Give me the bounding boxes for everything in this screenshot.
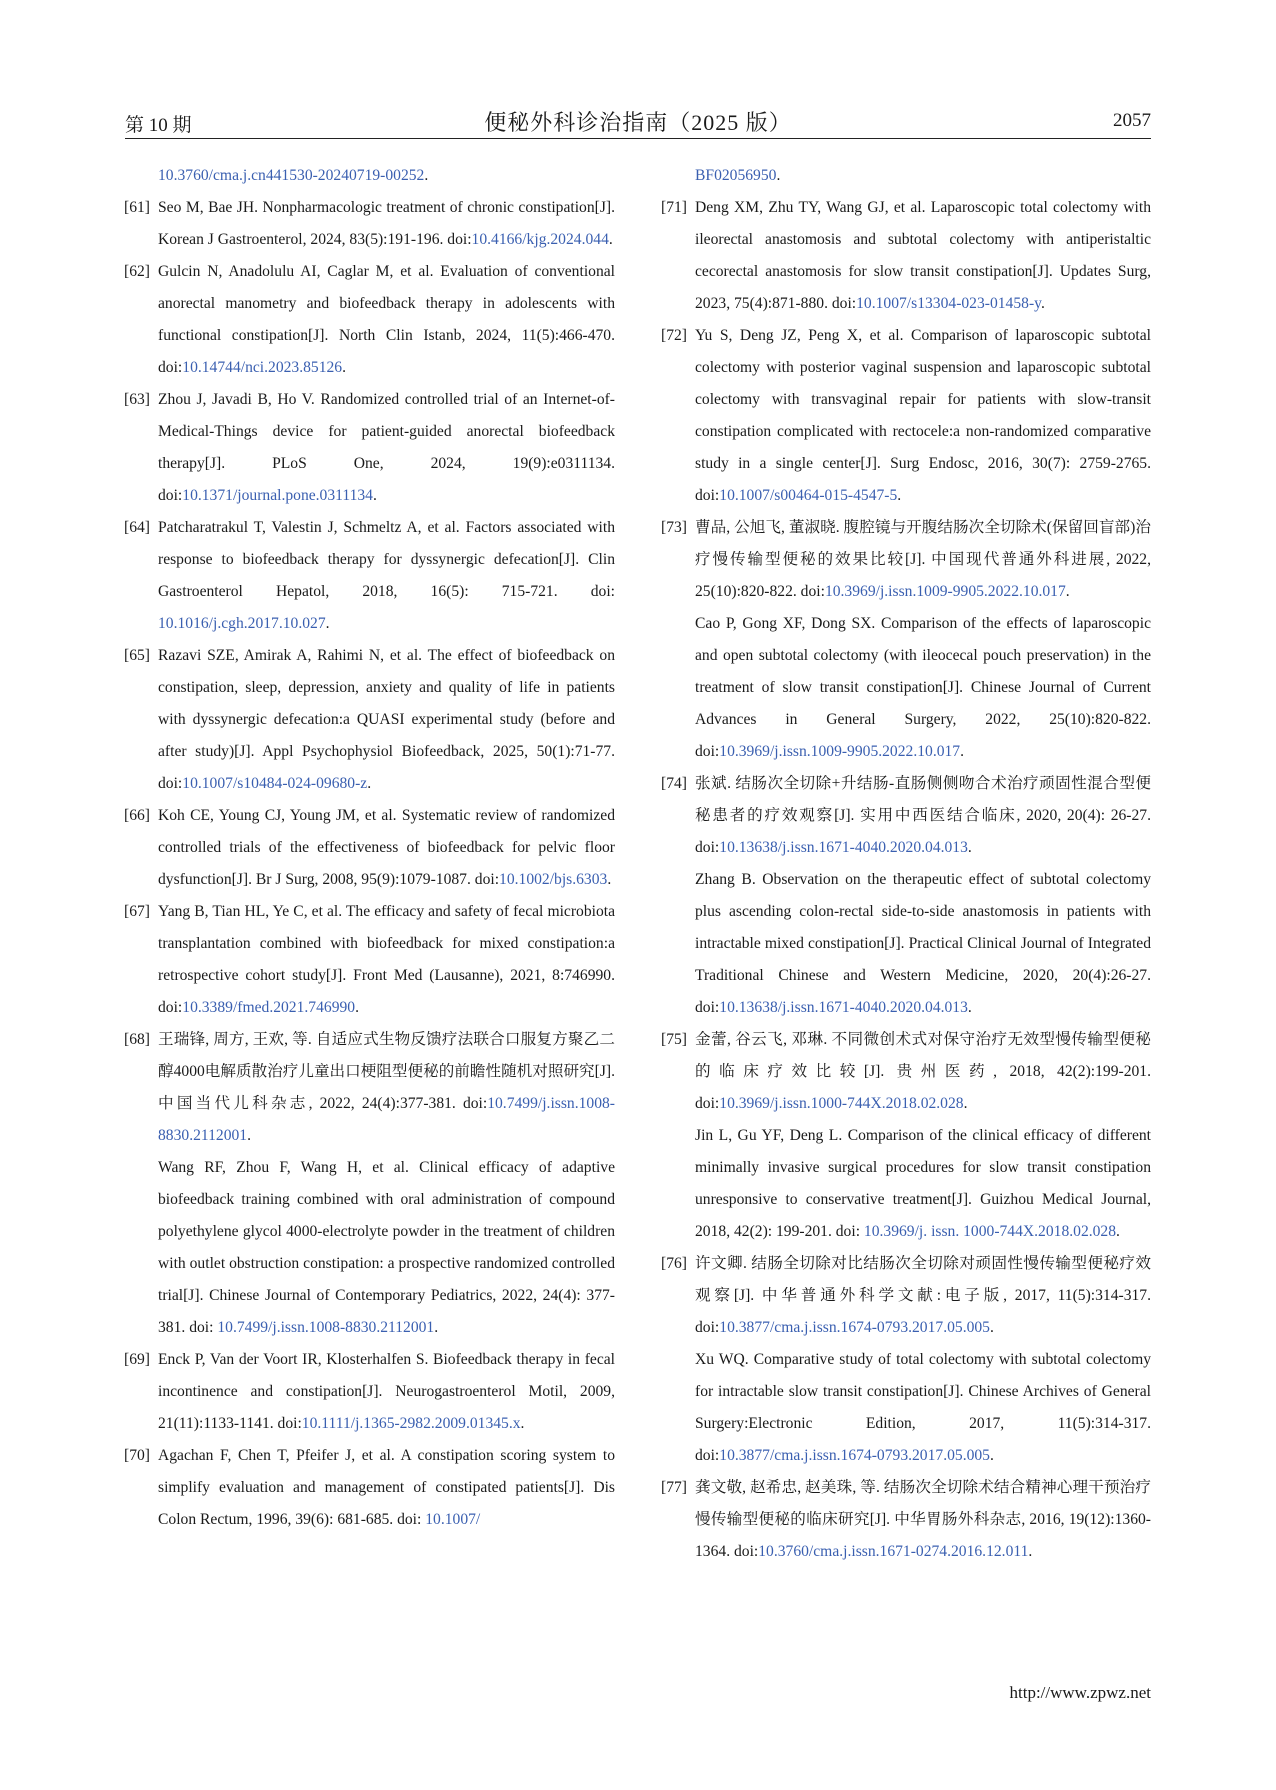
reference-number: [73] [661, 519, 687, 536]
reference-entry: [61] Seo M, Bae JH. Nonpharmacologic treatment of chronic constipation[J]. Korean J Gastroenterol, 2024, 83(5):191-196. doi:10.4166/kjg.2024.044. [124, 192, 615, 256]
reference-text: Patcharatrakul T, Valestin J, Schmeltz A, et al. Factors associated with response to biofeedback therapy for dyssynergic defecation[J]. Clin Gastroenterol Hepatol, 2018, 16(5): 715-721. doi: [158, 519, 615, 600]
reference-number: [68] [124, 1031, 150, 1048]
doi-link[interactable]: 10.4166/kjg.2024.044 [471, 231, 609, 248]
reference-text: 许文卿. 结肠全切除对比结肠次全切除对顽固性慢传输型便秘疗效观察[J]. 中华普通外科学文献:电子版, 2017, 11(5):314-317. doi: [695, 1255, 1151, 1336]
reference-number: [62] [124, 263, 150, 280]
reference-continuation: 10.3760/cma.j.cn441530-20240719-00252. [158, 167, 429, 184]
reference-translation: Jin L, Gu YF, Deng L. Comparison of the clinical efficacy of different minimally invasive surgical procedures for slow transit constipation unresponsive to conservative treatment[J]. Guizhou Medical Journal, 2018, 42(2): 199-201. doi: 10.3969/j. issn. 1000-744X.2018.02.028. [695, 1127, 1151, 1240]
doi-link[interactable]: 10.14744/nci.2023.85126 [182, 359, 343, 376]
reference-text: Agachan F, Chen T, Pfeifer J, et al. A constipation scoring system to simplify evaluation and management of constipated patients[J]. Dis Colon Rectum, 1996, 39(6): 681-685. doi: [158, 1447, 615, 1528]
reference-number: [74] [661, 775, 687, 792]
page-header [125, 108, 1151, 139]
reference-number: [65] [124, 647, 150, 664]
doi-link[interactable]: 10.13638/j.issn.1671-4040.2020.04.013 [719, 839, 968, 856]
reference-entry: [73] 曹品, 公旭飞, 董淑晓. 腹腔镜与开腹结肠次全切除术(保留回盲部)治疗慢传输型便秘的效果比较[J]. 中国现代普通外科进展, 2022, 25(10):820-822. doi:10.3969/j.issn.1009-9905.2022.10.017. [661, 512, 1151, 608]
reference-text: 王瑞锋, 周方, 王欢, 等. 自适应式生物反馈疗法联合口服复方聚乙二醇4000电解质散治疗儿童出口梗阻型便秘的前瞻性随机对照研究[J]. 中国当代儿科杂志, 2022, 24(4):377-381. doi: [158, 1031, 615, 1112]
reference-entry [124, 1440, 615, 1536]
doi-link[interactable]: 10.3877/cma.j.issn.1674-0793.2017.05.005 [719, 1447, 990, 1464]
journal-url[interactable]: http://www.zpwz.net [1009, 1683, 1151, 1702]
reference-number: [72] [661, 327, 687, 344]
reference-translation: Wang RF, Zhou F, Wang H, et al. Clinical efficacy of adaptive biofeedback training combined with oral administration of compound polyethylene glycol 4000-electrolyte powder in the treatment of children with outlet obstruction constipation: a prospective randomized controlled trial[J]. Chinese Journal of Contemporary Pediatrics, 2022, 24(4): 377-381. doi: 10.7499/j.issn.1008-8830.2112001. [158, 1159, 615, 1336]
reference-text: Wang RF, Zhou F, Wang H, et al. Clinical efficacy of adaptive biofeedback training combined with oral administration of compound polyethylene glycol 4000-electrolyte powder in the treatment of children with outlet obstruction constipation: a prospective randomized controlled trial[J]. Chinese Journal of Contemporary Pediatrics, 2022, 24(4): 377-381. doi: [158, 1159, 615, 1336]
reference-number: [67] [124, 903, 150, 920]
reference-entry: [68] 王瑞锋, 周方, 王欢, 等. 自适应式生物反馈疗法联合口服复方聚乙二醇4000电解质散治疗儿童出口梗阻型便秘的前瞻性随机对照研究[J]. 中国当代儿科杂志, 2022, 24(4):377-381. doi:10.7499/j.issn.1008-8830.2112001. [124, 1024, 615, 1152]
doi-link[interactable]: 10.3969/j.issn.1009-9905.2022.10.017 [824, 583, 1066, 600]
reference-list [124, 192, 615, 1536]
reference-number: [75] [661, 1031, 687, 1048]
reference-entry: [63] Zhou J, Javadi B, Ho V. Randomized controlled trial of an Internet-of-Medical-Things device for patient-guided anorectal biofeedback therapy[J]. PLoS One, 2024, 19(9):e0311134. doi:10.1371/journal.pone.0311134. [124, 384, 615, 512]
doi-link[interactable]: 10.1007/s10484-024-09680-z [182, 775, 368, 792]
reference-text: 龚文敬, 赵希忠, 赵美珠, 等. 结肠次全切除术结合精神心理干预治疗慢传输型便秘的临床研究[J]. 中华胃肠外科杂志, 2016, 19(12):1360-1364. doi: [695, 1479, 1151, 1560]
reference-text: Xu WQ. Comparative study of total colectomy with subtotal colectomy for intractable slow transit constipation[J]. Chinese Archives of General Surgery:Electronic Edition, 2017, 11(5):314-317. doi: [695, 1351, 1151, 1464]
doi-link[interactable]: 10.1007/ [425, 1511, 481, 1528]
reference-number: [61] [124, 199, 150, 216]
reference-text: Deng XM, Zhu TY, Wang GJ, et al. Laparoscopic total colectomy with ileorectal anastomosis and subtotal colectomy with antiperistaltic cecorectal anastomosis for slow transit constipation[J]. Updates Surg, 2023, 75(4):871-880. doi: [695, 199, 1151, 312]
reference-continuation: BF02056950. [695, 167, 781, 184]
reference-text: Seo M, Bae JH. Nonpharmacologic treatment of chronic constipation[J]. Korean J Gastroenterol, 2024, 83(5):191-196. doi: [158, 199, 615, 248]
reference-entry: [67] Yang B, Tian HL, Ye C, et al. The efficacy and safety of fecal microbiota transplantation combined with biofeedback for mixed constipation:a retrospective cohort study[J]. Front Med (Lausanne), 2021, 8:746990. doi:10.3389/fmed.2021.746990. [124, 896, 615, 1024]
reference-number: [64] [124, 519, 150, 536]
doi-link[interactable]: 10.1016/j.cgh.2017.10.027 [158, 615, 326, 632]
doi-link[interactable]: 10.3969/j.issn.1000-744X.2018.02.028 [719, 1095, 964, 1112]
reference-entry: [71] Deng XM, Zhu TY, Wang GJ, et al. Laparoscopic total colectomy with ileorectal anastomosis and subtotal colectomy with antiperistaltic cecorectal anastomosis for slow transit constipation[J]. Updates Surg, 2023, 75(4):871-880. doi:10.1007/s13304-023-01458-y. [661, 192, 1151, 320]
reference-entry: [64] Patcharatrakul T, Valestin J, Schmeltz A, et al. Factors associated with response to biofeedback therapy for dyssynergic defecation[J]. Clin Gastroenterol Hepatol, 2018, 16(5): 715-721. doi: 10.1016/j.cgh.2017.10.027. [124, 512, 615, 640]
reference-text: 曹品, 公旭飞, 董淑晓. 腹腔镜与开腹结肠次全切除术(保留回盲部)治疗慢传输型便秘的效果比较[J]. 中国现代普通外科进展, 2022, 25(10):820-822. doi: [695, 519, 1151, 600]
reference-number: [76] [661, 1255, 687, 1272]
reference-number: [70] [124, 1447, 150, 1464]
doi-link[interactable]: BF02056950 [695, 167, 777, 184]
reference-number: [66] [124, 807, 150, 824]
reference-column-left [124, 160, 615, 1536]
reference-entry: [74] 张斌. 结肠次全切除+升结肠-直肠侧侧吻合术治疗顽固性混合型便秘患者的疗效观察[J]. 实用中西医结合临床, 2020, 20(4): 26-27. doi:10.13638/j.issn.1671-4040.2020.04.013. [661, 768, 1151, 864]
reference-entry: [72] Yu S, Deng JZ, Peng X, et al. Comparison of laparoscopic subtotal colectomy with posterior vaginal suspension and laparoscopic subtotal colectomy with transvaginal repair for patients with slow-transit constipation complicated with rectocele:a non-randomized comparative study in a single center[J]. Surg Endosc, 2016, 30(7): 2759-2765. doi:10.1007/s00464-015-4547-5. [661, 320, 1151, 512]
reference-text: Jin L, Gu YF, Deng L. Comparison of the clinical efficacy of different minimally invasive surgical procedures for slow transit constipation unresponsive to conservative treatment[J]. Guizhou Medical Journal, 2018, 42(2): 199-201. doi: [695, 1127, 1151, 1240]
reference-text: Koh CE, Young CJ, Young JM, et al. Systematic review of randomized controlled trials of the effectiveness of biofeedback for pelvic floor dysfunction[J]. Br J Surg, 2008, 95(9):1079-1087. doi: [158, 807, 615, 888]
reference-text: Yu S, Deng JZ, Peng X, et al. Comparison of laparoscopic subtotal colectomy with posterior vaginal suspension and laparoscopic subtotal colectomy with transvaginal repair for patients with slow-transit constipation complicated with rectocele:a non-randomized comparative study in a single center[J]. Surg Endosc, 2016, 30(7): 2759-2765. doi: [695, 327, 1151, 504]
reference-entry: [65] Razavi SZE, Amirak A, Rahimi N, et al. The effect of biofeedback on constipation, sleep, depression, anxiety and quality of life in patients with dyssynergic defecation:a QUASI experimental study (before and after study)[J]. Appl Psychophysiol Biofeedback, 2025, 50(1):71-77. doi:10.1007/s10484-024-09680-z. [124, 640, 615, 800]
running-title: 便秘外科诊治指南（2025 版） [484, 110, 792, 135]
doi-link[interactable]: 10.7499/j.issn.1008-8830.2112001 [217, 1319, 435, 1336]
doi-link[interactable]: 10.7499/j.issn.1008-8830.2112001 [158, 1095, 615, 1144]
reference-entry: [62] Gulcin N, Anadolulu AI, Caglar M, et al. Evaluation of conventional anorectal manometry and biofeedback therapy in adolescents with functional constipation[J]. North Clin Istanb, 2024, 11(5):466-470. doi:10.14744/nci.2023.85126. [124, 256, 615, 384]
doi-link[interactable]: 10.3389/fmed.2021.746990 [182, 999, 356, 1016]
doi-link[interactable]: 10.1111/j.1365-2982.2009.01345.x [301, 1415, 521, 1432]
doi-link[interactable]: 10.1371/journal.pone.0311134 [182, 487, 373, 504]
doi-link[interactable]: 10.3969/j. issn. 1000-744X.2018.02.028 [863, 1223, 1117, 1240]
reference-number: [63] [124, 391, 150, 408]
reference-text: Gulcin N, Anadolulu AI, Caglar M, et al. Evaluation of conventional anorectal manometry and biofeedback therapy in adolescents with functional constipation[J]. North Clin Istanb, 2024, 11(5):466-470. doi: [158, 263, 615, 376]
issue-label: 第 10 期 [125, 115, 192, 136]
doi-link[interactable]: 10.3969/j.issn.1009-9905.2022.10.017 [719, 743, 961, 760]
reference-text: Razavi SZE, Amirak A, Rahimi N, et al. The effect of biofeedback on constipation, sleep, depression, anxiety and quality of life in patients with dyssynergic defecation:a QUASI experimental study (before and after study)[J]. Appl Psychophysiol Biofeedback, 2025, 50(1):71-77. doi: [158, 647, 615, 792]
doi-link[interactable]: 10.3760/cma.j.issn.1671-0274.2016.12.011 [758, 1543, 1029, 1560]
reference-entry: [66] Koh CE, Young CJ, Young JM, et al. Systematic review of randomized controlled trials of the effectiveness of biofeedback for pelvic floor dysfunction[J]. Br J Surg, 2008, 95(9):1079-1087. doi:10.1002/bjs.6303. [124, 800, 615, 896]
doi-link[interactable]: 10.1007/s00464-015-4547-5 [719, 487, 898, 504]
doi-link[interactable]: 10.3760/cma.j.cn441530-20240719-00252 [158, 167, 425, 184]
reference-text: Cao P, Gong XF, Dong SX. Comparison of the effects of laparoscopic and open subtotal colectomy (with ileocecal pouch preservation) in the treatment of slow transit constipation[J]. Chinese Journal of Current Advances in General Surgery, 2022, 25(10):820-822. doi: [695, 615, 1151, 760]
reference-entry: [76] 许文卿. 结肠全切除对比结肠次全切除对顽固性慢传输型便秘疗效观察[J]. 中华普通外科学文献:电子版, 2017, 11(5):314-317. doi:10.3877/cma.j.issn.1674-0793.2017.05.005. [661, 1248, 1151, 1344]
doi-link[interactable]: 10.13638/j.issn.1671-4040.2020.04.013 [719, 999, 968, 1016]
reference-entry: [69] Enck P, Van der Voort IR, Klosterhalfen S. Biofeedback therapy in fecal incontinence and constipation[J]. Neurogastroenterol Motil, 2009, 21(11):1133-1141. doi:10.1111/j.1365-2982.2009.01345.x. [124, 1344, 615, 1440]
reference-list [661, 192, 1151, 1568]
reference-text: Zhou J, Javadi B, Ho V. Randomized controlled trial of an Internet-of-Medical-Things device for patient-guided anorectal biofeedback therapy[J]. PLoS One, 2024, 19(9):e0311134. doi: [158, 391, 615, 504]
doi-link[interactable]: 10.1002/bjs.6303 [499, 871, 608, 888]
reference-text: Zhang B. Observation on the therapeutic effect of subtotal colectomy plus ascending colon-rectal side-to-side anastomosis in patients with intractable mixed constipation[J]. Practical Clinical Journal of Integrated Traditional Chinese and Western Medicine, 2020, 20(4):26-27. doi: [695, 871, 1151, 1016]
reference-column-right [661, 160, 1151, 1568]
reference-text: Yang B, Tian HL, Ye C, et al. The efficacy and safety of fecal microbiota transplantation combined with biofeedback for mixed constipation:a retrospective cohort study[J]. Front Med (Lausanne), 2021, 8:746990. doi: [158, 903, 615, 1016]
reference-text: 张斌. 结肠次全切除+升结肠-直肠侧侧吻合术治疗顽固性混合型便秘患者的疗效观察[J]. 实用中西医结合临床, 2020, 20(4): 26-27. doi: [695, 775, 1151, 856]
reference-text: 金蕾, 谷云飞, 邓琳. 不同微创术式对保守治疗无效型慢传输型便秘的临床疗效比较[J]. 贵州医药, 2018, 42(2):199-201. doi: [695, 1031, 1151, 1112]
reference-number: [71] [661, 199, 687, 216]
page-number: 2057 [1113, 110, 1151, 131]
reference-number: [69] [124, 1351, 150, 1368]
reference-entry: [75] 金蕾, 谷云飞, 邓琳. 不同微创术式对保守治疗无效型慢传输型便秘的临床疗效比较[J]. 贵州医药, 2018, 42(2):199-201. doi:10.3969/j.issn.1000-744X.2018.02.028. [661, 1024, 1151, 1120]
reference-translation: Cao P, Gong XF, Dong SX. Comparison of the effects of laparoscopic and open subtotal colectomy (with ileocecal pouch preservation) in the treatment of slow transit constipation[J]. Chinese Journal of Current Advances in General Surgery, 2022, 25(10):820-822. doi:10.3969/j.issn.1009-9905.2022.10.017. [695, 615, 1151, 760]
doi-link[interactable]: 10.3877/cma.j.issn.1674-0793.2017.05.005 [719, 1319, 990, 1336]
reference-number: [77] [661, 1479, 687, 1496]
reference-entry: [77] 龚文敬, 赵希忠, 赵美珠, 等. 结肠次全切除术结合精神心理干预治疗慢传输型便秘的临床研究[J]. 中华胃肠外科杂志, 2016, 19(12):1360-1364. doi:10.3760/cma.j.issn.1671-0274.2016.12.011. [661, 1472, 1151, 1568]
reference-translation: Xu WQ. Comparative study of total colectomy with subtotal colectomy for intractable slow transit constipation[J]. Chinese Archives of General Surgery:Electronic Edition, 2017, 11(5):314-317. doi:10.3877/cma.j.issn.1674-0793.2017.05.005. [695, 1351, 1151, 1464]
doi-link[interactable]: 10.1007/s13304-023-01458-y [856, 295, 1041, 312]
reference-translation: Zhang B. Observation on the therapeutic effect of subtotal colectomy plus ascending colon-rectal side-to-side anastomosis in patients with intractable mixed constipation[J]. Practical Clinical Journal of Integrated Traditional Chinese and Western Medicine, 2020, 20(4):26-27. doi:10.13638/j.issn.1671-4040.2020.04.013. [695, 871, 1151, 1016]
reference-text: Enck P, Van der Voort IR, Klosterhalfen S. Biofeedback therapy in fecal incontinence and constipation[J]. Neurogastroenterol Motil, 2009, 21(11):1133-1141. doi: [158, 1351, 615, 1432]
